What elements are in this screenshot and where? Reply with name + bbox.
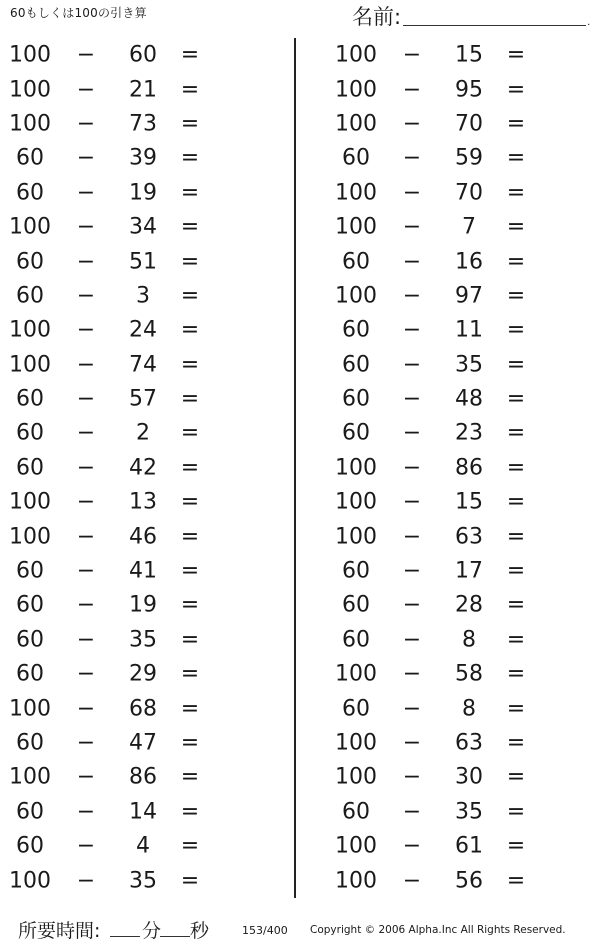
equals-sign: = bbox=[180, 868, 200, 894]
minuend: 60 bbox=[16, 386, 44, 412]
subtrahend: 61 bbox=[455, 833, 483, 859]
minus-sign: − bbox=[76, 77, 96, 103]
equals-sign: = bbox=[180, 77, 200, 103]
equals-sign: = bbox=[180, 730, 200, 756]
problem-row bbox=[0, 657, 240, 691]
subtrahend: 4 bbox=[136, 833, 150, 859]
equals-sign: = bbox=[506, 833, 526, 859]
equals-sign: = bbox=[506, 42, 526, 68]
minuend: 60 bbox=[342, 592, 370, 618]
problem-row bbox=[0, 485, 240, 519]
problem-row bbox=[0, 691, 240, 725]
minus-sign: − bbox=[76, 764, 96, 790]
subtrahend: 29 bbox=[129, 661, 157, 687]
problem-row bbox=[0, 554, 240, 588]
subtrahend: 95 bbox=[455, 77, 483, 103]
minuend: 100 bbox=[9, 77, 51, 103]
equals-sign: = bbox=[506, 77, 526, 103]
minuend: 100 bbox=[335, 730, 377, 756]
minus-sign: − bbox=[402, 386, 422, 412]
minuend: 60 bbox=[342, 420, 370, 446]
problem-row bbox=[0, 726, 240, 760]
subtrahend: 86 bbox=[129, 764, 157, 790]
minus-sign: − bbox=[402, 489, 422, 515]
minus-sign: − bbox=[402, 696, 422, 722]
minus-sign: − bbox=[402, 145, 422, 171]
equals-sign: = bbox=[506, 352, 526, 378]
subtrahend: 21 bbox=[129, 77, 157, 103]
minus-sign: − bbox=[402, 868, 422, 894]
minuend: 60 bbox=[16, 145, 44, 171]
minuend: 100 bbox=[335, 489, 377, 515]
problem-row bbox=[326, 279, 566, 313]
problem-row bbox=[326, 313, 566, 347]
problem-row bbox=[0, 141, 240, 175]
subtrahend: 23 bbox=[455, 420, 483, 446]
minus-sign: − bbox=[402, 764, 422, 790]
subtrahend: 15 bbox=[455, 489, 483, 515]
minus-sign: − bbox=[76, 42, 96, 68]
equals-sign: = bbox=[506, 661, 526, 687]
minus-sign: − bbox=[402, 627, 422, 653]
minuend: 60 bbox=[16, 283, 44, 309]
minus-sign: − bbox=[402, 249, 422, 275]
minuend: 100 bbox=[335, 524, 377, 550]
subtrahend: 60 bbox=[129, 42, 157, 68]
minus-sign: − bbox=[76, 524, 96, 550]
subtrahend: 11 bbox=[455, 317, 483, 343]
footer bbox=[0, 912, 600, 942]
equals-sign: = bbox=[506, 420, 526, 446]
minuend: 60 bbox=[342, 145, 370, 171]
equals-sign: = bbox=[506, 592, 526, 618]
minuend: 60 bbox=[16, 180, 44, 206]
problem-row bbox=[0, 829, 240, 863]
subtrahend: 51 bbox=[129, 249, 157, 275]
minus-sign: − bbox=[76, 420, 96, 446]
equals-sign: = bbox=[506, 730, 526, 756]
equals-sign: = bbox=[180, 420, 200, 446]
equals-sign: = bbox=[506, 214, 526, 240]
minuend: 100 bbox=[335, 180, 377, 206]
name-blank-line[interactable] bbox=[403, 7, 586, 26]
minuend: 100 bbox=[9, 868, 51, 894]
equals-sign: = bbox=[180, 696, 200, 722]
problem-row bbox=[326, 623, 566, 657]
problem-row bbox=[0, 451, 240, 485]
equals-sign: = bbox=[180, 661, 200, 687]
minus-sign: − bbox=[402, 592, 422, 618]
minuend: 60 bbox=[342, 627, 370, 653]
problem-row bbox=[326, 519, 566, 553]
problem-row bbox=[326, 657, 566, 691]
worksheet-title: 60もしくは100の引き算 bbox=[10, 6, 147, 20]
problem-row bbox=[326, 244, 566, 278]
problem-row bbox=[326, 72, 566, 106]
minuend: 100 bbox=[335, 868, 377, 894]
subtrahend: 68 bbox=[129, 696, 157, 722]
minuend: 100 bbox=[9, 764, 51, 790]
minus-sign: − bbox=[76, 696, 96, 722]
minuend: 100 bbox=[335, 111, 377, 137]
copyright-notice: Copyright © 2006 Alpha.Inc All Rights Reserved. bbox=[310, 924, 566, 936]
minus-sign: − bbox=[402, 77, 422, 103]
subtrahend: 58 bbox=[455, 661, 483, 687]
minus-sign: − bbox=[76, 145, 96, 171]
equals-sign: = bbox=[506, 111, 526, 137]
subtrahend: 8 bbox=[462, 696, 476, 722]
subtrahend: 46 bbox=[129, 524, 157, 550]
subtrahend: 74 bbox=[129, 352, 157, 378]
equals-sign: = bbox=[506, 696, 526, 722]
subtrahend: 56 bbox=[455, 868, 483, 894]
problem-row bbox=[0, 795, 240, 829]
minus-sign: − bbox=[76, 868, 96, 894]
problem-row bbox=[326, 416, 566, 450]
minuend: 100 bbox=[9, 352, 51, 378]
problem-row bbox=[0, 176, 240, 210]
minuend: 60 bbox=[342, 799, 370, 825]
minuend: 60 bbox=[342, 317, 370, 343]
minuend: 100 bbox=[9, 111, 51, 137]
equals-sign: = bbox=[180, 833, 200, 859]
equals-sign: = bbox=[180, 111, 200, 137]
problem-row bbox=[0, 760, 240, 794]
minus-sign: − bbox=[402, 524, 422, 550]
equals-sign: = bbox=[506, 868, 526, 894]
problem-row bbox=[0, 348, 240, 382]
subtrahend: 24 bbox=[129, 317, 157, 343]
problem-row bbox=[326, 107, 566, 141]
subtrahend: 7 bbox=[462, 214, 476, 240]
subtrahend: 28 bbox=[455, 592, 483, 618]
minus-sign: − bbox=[76, 558, 96, 584]
equals-sign: = bbox=[180, 489, 200, 515]
problem-row bbox=[326, 829, 566, 863]
equals-sign: = bbox=[506, 180, 526, 206]
problem-row bbox=[0, 416, 240, 450]
subtrahend: 8 bbox=[462, 627, 476, 653]
subtrahend: 16 bbox=[455, 249, 483, 275]
equals-sign: = bbox=[180, 386, 200, 412]
equals-sign: = bbox=[506, 558, 526, 584]
subtrahend: 97 bbox=[455, 283, 483, 309]
minuend: 100 bbox=[9, 214, 51, 240]
minus-sign: − bbox=[402, 833, 422, 859]
subtrahend: 35 bbox=[455, 799, 483, 825]
minuend: 60 bbox=[16, 799, 44, 825]
minus-sign: − bbox=[76, 249, 96, 275]
minus-sign: − bbox=[76, 730, 96, 756]
subtrahend: 73 bbox=[129, 111, 157, 137]
minus-sign: − bbox=[76, 455, 96, 481]
minus-sign: − bbox=[76, 180, 96, 206]
problem-row bbox=[0, 623, 240, 657]
left-problem-column bbox=[0, 38, 240, 898]
problem-row bbox=[326, 348, 566, 382]
column-divider bbox=[294, 38, 296, 898]
problem-row bbox=[326, 38, 566, 72]
minuend: 100 bbox=[335, 455, 377, 481]
minus-sign: − bbox=[76, 111, 96, 137]
right-problem-column bbox=[326, 38, 566, 898]
minuend: 60 bbox=[16, 833, 44, 859]
minuend: 100 bbox=[335, 77, 377, 103]
problem-row bbox=[326, 141, 566, 175]
problem-row bbox=[0, 863, 240, 897]
name-field-area bbox=[352, 4, 590, 30]
time-required-label: 所要時間: bbox=[18, 920, 101, 942]
minus-sign: − bbox=[76, 214, 96, 240]
problem-row bbox=[326, 691, 566, 725]
equals-sign: = bbox=[506, 524, 526, 550]
minuend: 60 bbox=[16, 592, 44, 618]
minus-sign: − bbox=[76, 489, 96, 515]
problem-row bbox=[0, 519, 240, 553]
equals-sign: = bbox=[506, 317, 526, 343]
subtrahend: 2 bbox=[136, 420, 150, 446]
problem-row bbox=[0, 107, 240, 141]
minus-sign: − bbox=[76, 283, 96, 309]
problem-row bbox=[0, 72, 240, 106]
subtrahend: 14 bbox=[129, 799, 157, 825]
minuend: 100 bbox=[335, 661, 377, 687]
minuend: 100 bbox=[9, 524, 51, 550]
minuend: 60 bbox=[16, 558, 44, 584]
minus-sign: − bbox=[402, 661, 422, 687]
minus-sign: − bbox=[402, 455, 422, 481]
minuend: 60 bbox=[342, 386, 370, 412]
minuend: 60 bbox=[342, 249, 370, 275]
subtrahend: 3 bbox=[136, 283, 150, 309]
minus-sign: − bbox=[76, 352, 96, 378]
equals-sign: = bbox=[180, 592, 200, 618]
problem-row bbox=[326, 863, 566, 897]
subtrahend: 48 bbox=[455, 386, 483, 412]
equals-sign: = bbox=[180, 352, 200, 378]
equals-sign: = bbox=[506, 627, 526, 653]
equals-sign: = bbox=[180, 764, 200, 790]
minuend: 100 bbox=[9, 42, 51, 68]
minus-sign: − bbox=[76, 627, 96, 653]
equals-sign: = bbox=[180, 558, 200, 584]
minus-sign: − bbox=[76, 661, 96, 687]
problem-row bbox=[326, 760, 566, 794]
subtrahend: 42 bbox=[129, 455, 157, 481]
problem-row bbox=[326, 210, 566, 244]
minus-sign: − bbox=[402, 730, 422, 756]
minus-sign: − bbox=[402, 42, 422, 68]
minuend: 100 bbox=[9, 696, 51, 722]
equals-sign: = bbox=[506, 386, 526, 412]
subtrahend: 19 bbox=[129, 592, 157, 618]
minus-sign: − bbox=[76, 317, 96, 343]
minuend: 60 bbox=[16, 661, 44, 687]
problem-row bbox=[326, 795, 566, 829]
minus-sign: − bbox=[402, 352, 422, 378]
minuend: 60 bbox=[16, 249, 44, 275]
minus-sign: − bbox=[402, 283, 422, 309]
minuend: 60 bbox=[16, 627, 44, 653]
equals-sign: = bbox=[506, 283, 526, 309]
equals-sign: = bbox=[180, 145, 200, 171]
problem-row bbox=[326, 485, 566, 519]
subtrahend: 35 bbox=[455, 352, 483, 378]
subtrahend: 86 bbox=[455, 455, 483, 481]
problem-row bbox=[0, 313, 240, 347]
subtrahend: 30 bbox=[455, 764, 483, 790]
name-label: 名前: bbox=[352, 5, 402, 29]
subtrahend: 13 bbox=[129, 489, 157, 515]
equals-sign: = bbox=[180, 249, 200, 275]
minus-sign: − bbox=[76, 592, 96, 618]
minuend: 60 bbox=[16, 420, 44, 446]
problem-row bbox=[0, 210, 240, 244]
equals-sign: = bbox=[180, 214, 200, 240]
minus-sign: − bbox=[402, 420, 422, 446]
minus-sign: − bbox=[402, 317, 422, 343]
equals-sign: = bbox=[506, 145, 526, 171]
subtrahend: 15 bbox=[455, 42, 483, 68]
minuend: 100 bbox=[335, 764, 377, 790]
minus-sign: − bbox=[402, 214, 422, 240]
minuend: 100 bbox=[335, 214, 377, 240]
problem-row bbox=[326, 176, 566, 210]
subtrahend: 70 bbox=[455, 111, 483, 137]
minus-sign: − bbox=[402, 111, 422, 137]
equals-sign: = bbox=[180, 317, 200, 343]
equals-sign: = bbox=[180, 42, 200, 68]
subtrahend: 19 bbox=[129, 180, 157, 206]
equals-sign: = bbox=[506, 489, 526, 515]
equals-sign: = bbox=[180, 455, 200, 481]
problem-row bbox=[326, 554, 566, 588]
minuend: 100 bbox=[9, 489, 51, 515]
subtrahend: 35 bbox=[129, 627, 157, 653]
page-number: 153/400 bbox=[242, 924, 288, 937]
minuend: 60 bbox=[342, 558, 370, 584]
seconds-unit: 秒 bbox=[190, 920, 210, 942]
problem-row bbox=[0, 244, 240, 278]
subtrahend: 35 bbox=[129, 868, 157, 894]
minuend: 100 bbox=[335, 283, 377, 309]
subtrahend: 47 bbox=[129, 730, 157, 756]
subtrahend: 41 bbox=[129, 558, 157, 584]
equals-sign: = bbox=[506, 249, 526, 275]
equals-sign: = bbox=[180, 180, 200, 206]
problem-row bbox=[0, 382, 240, 416]
subtrahend: 34 bbox=[129, 214, 157, 240]
subtrahend: 59 bbox=[455, 145, 483, 171]
minuend: 100 bbox=[335, 833, 377, 859]
minus-sign: − bbox=[76, 386, 96, 412]
minuend: 60 bbox=[342, 352, 370, 378]
minus-sign: − bbox=[402, 799, 422, 825]
subtrahend: 57 bbox=[129, 386, 157, 412]
equals-sign: = bbox=[180, 799, 200, 825]
equals-sign: = bbox=[506, 799, 526, 825]
minuend: 60 bbox=[16, 455, 44, 481]
problem-row bbox=[326, 726, 566, 760]
problem-row bbox=[0, 279, 240, 313]
subtrahend: 17 bbox=[455, 558, 483, 584]
equals-sign: = bbox=[506, 764, 526, 790]
minus-sign: − bbox=[402, 180, 422, 206]
minus-sign: − bbox=[76, 799, 96, 825]
subtrahend: 63 bbox=[455, 524, 483, 550]
minutes-unit: 分 bbox=[142, 920, 162, 942]
subtrahend: 63 bbox=[455, 730, 483, 756]
problem-row bbox=[326, 382, 566, 416]
equals-sign: = bbox=[180, 283, 200, 309]
minuend: 100 bbox=[9, 317, 51, 343]
equals-sign: = bbox=[180, 627, 200, 653]
subtrahend: 39 bbox=[129, 145, 157, 171]
minuend: 60 bbox=[342, 696, 370, 722]
seconds-blank[interactable] bbox=[160, 936, 190, 937]
minutes-blank[interactable] bbox=[110, 936, 140, 937]
problem-row bbox=[326, 588, 566, 622]
problem-row bbox=[0, 588, 240, 622]
name-line-end-dot: . bbox=[587, 17, 591, 28]
minus-sign: − bbox=[402, 558, 422, 584]
minuend: 60 bbox=[16, 730, 44, 756]
equals-sign: = bbox=[180, 524, 200, 550]
minuend: 100 bbox=[335, 42, 377, 68]
problem-row bbox=[326, 451, 566, 485]
subtrahend: 70 bbox=[455, 180, 483, 206]
equals-sign: = bbox=[506, 455, 526, 481]
problem-row bbox=[0, 38, 240, 72]
minus-sign: − bbox=[76, 833, 96, 859]
